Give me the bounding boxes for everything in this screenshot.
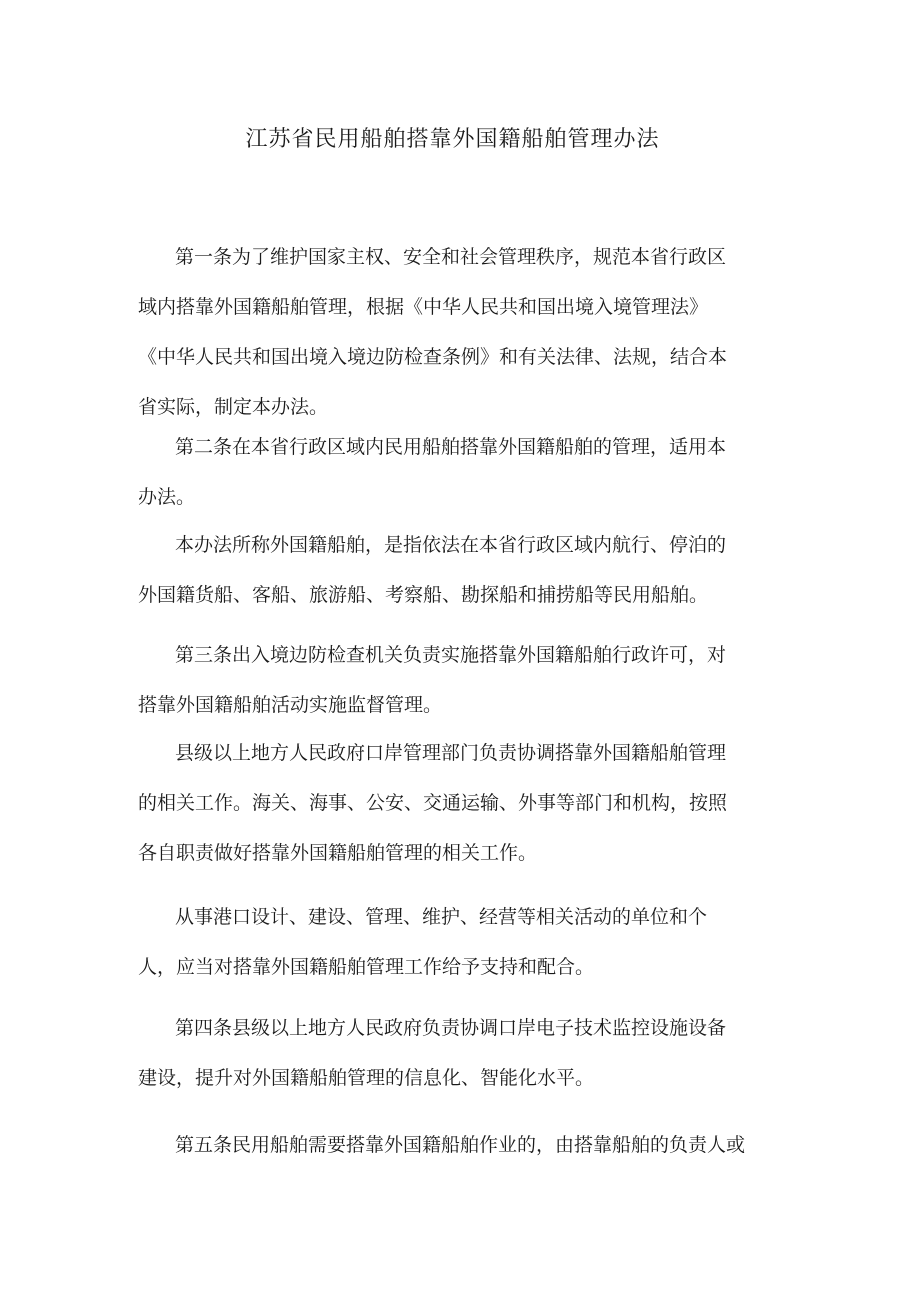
article-5-paragraph	[138, 1120, 778, 1170]
paragraph-line: 从事港口设计、建设、管理、维护、经营等相关活动的单位和个	[175, 906, 708, 928]
article-1-paragraph	[138, 232, 778, 432]
paragraph-line: 办法。	[138, 486, 196, 508]
definition-paragraph	[138, 520, 778, 620]
article-4-paragraph	[138, 1003, 778, 1103]
paragraph-line: 本办法所称外国籍船舶，是指依法在本省行政区域内航行、停泊的	[175, 534, 727, 556]
paragraph-line: 第三条出入境边防检查机关负责实施搭靠外国籍船舶行政许可，对	[175, 644, 727, 666]
paragraph-line: 第四条县级以上地方人民政府负责协调口岸电子技术监控设施设备	[175, 1017, 727, 1039]
article-2-paragraph	[138, 422, 778, 522]
paragraph-line: 第二条在本省行政区域内民用船舶搭靠外国籍船舶的管理，适用本	[175, 436, 727, 458]
support-paragraph	[138, 892, 778, 992]
paragraph-line: 各自职责做好搭靠外国籍船舶管理的相关工作。	[138, 842, 538, 864]
paragraph-line: 省实际，制定本办法。	[138, 396, 329, 418]
document-title: 江苏省民用船舶搭靠外国籍船舶管理办法	[245, 127, 660, 152]
paragraph-line: 第一条为了维护国家主权、安全和社会管理秩序，规范本省行政区	[175, 246, 727, 268]
paragraph-line: 外国籍货船、客船、旅游船、考察船、勘探船和捕捞船等民用船舶。	[138, 584, 709, 606]
paragraph-line: 建设，提升对外国籍船舶管理的信息化、智能化水平。	[138, 1067, 595, 1089]
paragraph-line: 县级以上地方人民政府口岸管理部门负责协调搭靠外国籍船舶管理	[175, 742, 727, 764]
paragraph-line: 的相关工作。海关、海事、公安、交通运输、外事等部门和机构，按照	[138, 792, 728, 814]
paragraph-line: 第五条民用船舶需要搭靠外国籍船舶作业的，由搭靠船舶的负责人或	[175, 1134, 746, 1156]
article-3-paragraph	[138, 630, 778, 730]
paragraph-line: 搭靠外国籍船舶活动实施监督管理。	[138, 694, 443, 716]
coordination-paragraph	[138, 728, 778, 878]
paragraph-line: 域内搭靠外国籍船舶管理，根据《中华人民共和国出境入境管理法》	[138, 296, 709, 318]
paragraph-line: 人，应当对搭靠外国籍船舶管理工作给予支持和配合。	[138, 956, 595, 978]
paragraph-line: 《中华人民共和国出境入境边防检查条例》和有关法律、法规，结合本	[138, 346, 728, 368]
